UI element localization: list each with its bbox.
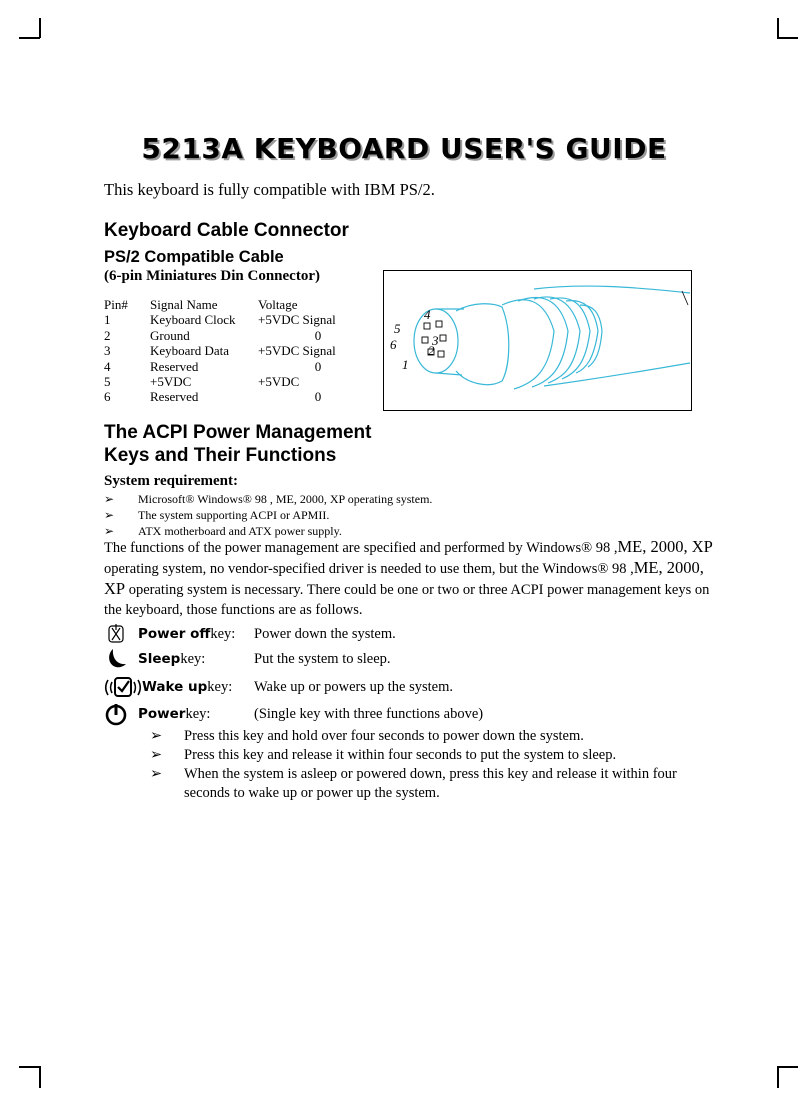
pin-number: 5 (104, 374, 111, 390)
col-header-signal: Signal Name (150, 297, 218, 312)
paragraph-text: The functions of the power management are specified and performed by Windows® 98 , (104, 540, 618, 556)
arrow-bullet-icon: ➢ (104, 508, 115, 522)
key-description: Wake up or powers up the system. (254, 678, 453, 695)
crop-mark-bottom-right (777, 1066, 798, 1068)
pin-label-5: 5 (394, 321, 401, 336)
power-key-functions (150, 727, 720, 803)
pin-table (104, 297, 378, 405)
crop-mark-top-left (39, 18, 41, 38)
key-row-power (104, 702, 484, 726)
pin-label-6: 6 (390, 337, 397, 352)
pin-label-3: 3 (432, 333, 439, 348)
pin-label-1: 1 (402, 357, 409, 372)
document-title: 5213A KEYBOARD USER'S GUIDE (141, 132, 667, 165)
key-row-sleep (104, 648, 391, 670)
arrow-bullet-icon: ➢ (104, 524, 115, 538)
arrow-bullet-icon: ➢ (150, 728, 163, 744)
voltage: +5VDC Signal (258, 312, 336, 328)
function-text: Press this key and hold over four seconds to power down the system. (184, 728, 584, 744)
key-name: Sleep (138, 651, 181, 667)
function-text: Press this key and release it within four seconds to put the system to sleep. (184, 747, 617, 763)
sleep-moon-icon (104, 648, 138, 670)
pin-number: 1 (104, 312, 111, 328)
power-off-icon (104, 622, 138, 646)
key-name: Wake up (142, 679, 208, 695)
pin-number: 2 (104, 327, 111, 343)
table-row (104, 374, 378, 389)
key-suffix: key: (207, 678, 233, 695)
crop-mark-top-right (777, 18, 779, 38)
signal-name: Keyboard Data (150, 343, 230, 359)
key-description: (Single key with three functions above) (254, 705, 484, 722)
signal-name: Reserved (150, 389, 199, 405)
connector-type-label: (6-pin Miniatures Din Connector) (104, 268, 320, 284)
crop-mark-top-left (19, 37, 40, 39)
crop-mark-bottom-right (777, 1066, 779, 1088)
intro-text: This keyboard is fully compatible with IBM PS/2. (104, 180, 435, 199)
connector-figure (383, 270, 692, 411)
key-name: Power (138, 706, 186, 722)
list-item (150, 727, 720, 746)
list-item (150, 746, 720, 765)
list-item (104, 507, 432, 523)
arrow-bullet-icon: ➢ (150, 766, 163, 782)
pin-number: 3 (104, 343, 111, 359)
section-heading-acpi-line2: Keys and Their Functions (104, 445, 337, 466)
key-row-wake-up (104, 674, 453, 700)
signal-name: Reserved (150, 358, 199, 374)
voltage: +5VDC (258, 374, 300, 390)
paragraph-os-names: ME, 2000, XP (104, 558, 704, 598)
requirements-list (104, 491, 432, 539)
key-row-power-off (104, 622, 396, 646)
key-description: Power down the system. (254, 625, 396, 642)
ps2-connector-drawing (384, 271, 690, 409)
voltage: 0 (314, 389, 322, 405)
signal-name: Ground (150, 327, 190, 343)
table-row (104, 312, 378, 327)
wake-alarm-icon (104, 674, 142, 700)
pin-number: 4 (104, 358, 111, 374)
pin-number: 6 (104, 389, 111, 405)
key-description: Put the system to sleep. (254, 650, 391, 667)
paragraph-text: operating system is necessary. There could be one or two or three ACPI power management keys on the keyboard, those functions are as follows. (104, 582, 710, 618)
arrow-bullet-icon: ➢ (150, 747, 163, 763)
voltage: 0 (314, 358, 322, 374)
section-heading-acpi-line1: The ACPI Power Management (104, 422, 372, 443)
power-management-paragraph (104, 537, 724, 620)
pin-label-4: 4 (424, 307, 431, 322)
function-text: When the system is asleep or powered down, press this key and release it within four seconds to wake up or power up the system. (184, 766, 677, 801)
power-button-icon (104, 702, 138, 726)
signal-name: +5VDC (150, 374, 192, 390)
requirement-text: ATX motherboard and ATX power supply. (138, 524, 342, 538)
section-heading-connector: Keyboard Cable Connector (104, 220, 349, 241)
crop-mark-bottom-left (19, 1066, 40, 1068)
col-header-voltage: Voltage (258, 297, 298, 312)
key-suffix: key: (185, 705, 211, 722)
system-requirement-title: System requirement: (104, 473, 239, 489)
pin-label-2: 2 (428, 343, 435, 358)
list-item (104, 491, 432, 507)
requirement-text: The system supporting ACPI or APMII. (138, 508, 330, 522)
table-row (104, 328, 378, 343)
subheading-ps2-cable: PS/2 Compatible Cable (104, 248, 284, 266)
signal-name: Keyboard Clock (150, 312, 236, 328)
table-row (104, 389, 378, 404)
table-row (104, 359, 378, 374)
voltage: +5VDC Signal (258, 343, 336, 359)
list-item (150, 765, 720, 803)
crop-mark-bottom-left (39, 1066, 41, 1088)
table-row (104, 343, 378, 358)
crop-mark-top-right (777, 37, 798, 39)
key-name: Power off (138, 626, 211, 642)
paragraph-os-names: ME, 2000, XP (617, 537, 713, 556)
requirement-text: Microsoft® Windows® 98 , ME, 2000, XP operating system. (138, 492, 433, 506)
col-header-pin: Pin# (104, 297, 128, 312)
paragraph-text: operating system, no vendor-specified driver is needed to use them, but the Windows® 98 , (104, 561, 634, 577)
arrow-bullet-icon: ➢ (104, 492, 115, 506)
key-suffix: key: (210, 625, 236, 642)
voltage: 0 (314, 327, 322, 343)
pin-table-header (104, 297, 378, 312)
key-suffix: key: (180, 650, 206, 667)
